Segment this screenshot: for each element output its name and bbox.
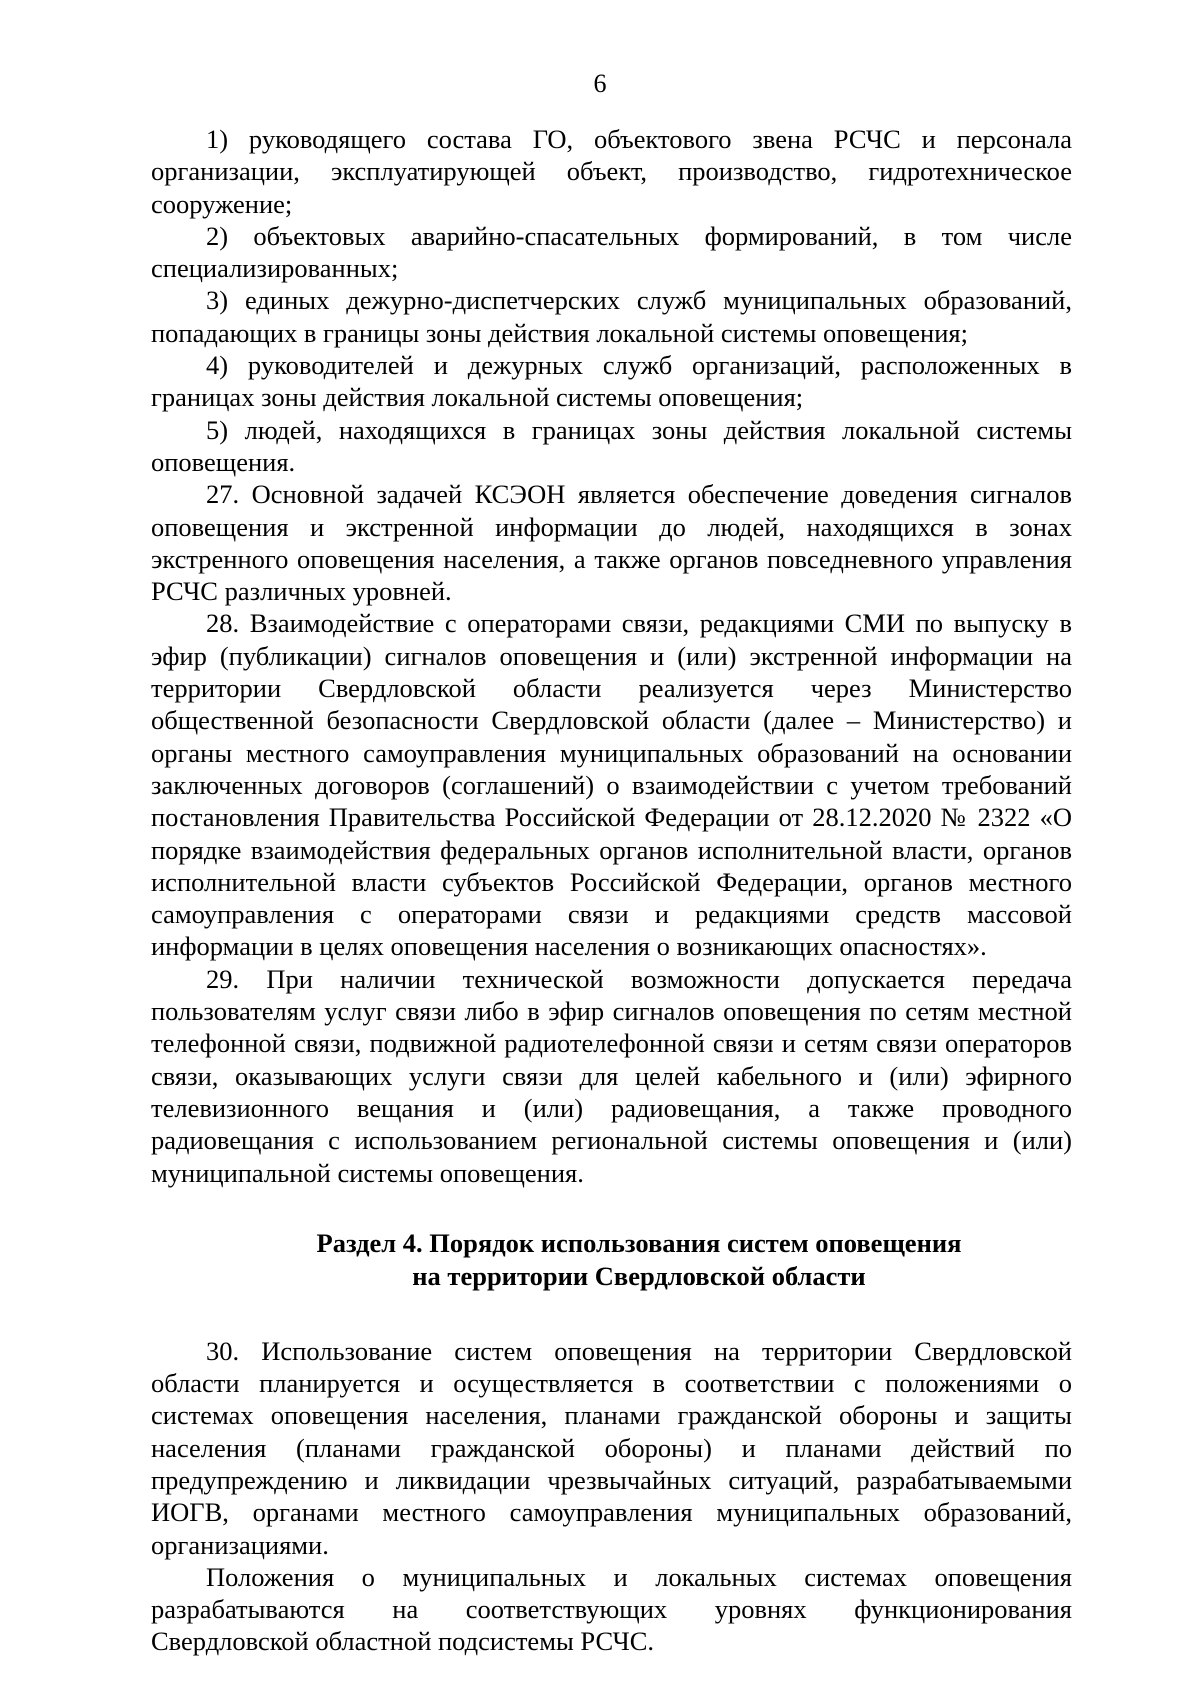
paragraph-27: 27. Основной задачей КСЭОН является обеспечение доведения сигналов оповещения и экстренной информации до людей, находящихся в зонах экстренного оповещения населения, а также органов повседневного управления РСЧС различных уровней. xyxy=(151,479,1072,607)
paragraph-item-5: 5) людей, находящихся в границах зоны действия локальной системы оповещения. xyxy=(151,414,1072,477)
paragraph-item-3: 3) единых дежурно-диспетчерских служб муниципальных образований, попадающих в границы зоны действия локальной системы оповещения; xyxy=(151,285,1072,348)
paragraph-30: 30. Использование систем оповещения на территории Свердловской области планируется и осуществляется в соответствии с положениями о системах оповещения населения, планами гражданской обороны и защиты населения (планами гражданской обороны) и планами действий по предупреждению и ликвидации чрезвычайных ситуаций, разрабатываемыми ИОГВ, органами местного самоуправления муниципальных образований, организациями. xyxy=(151,1335,1072,1560)
paragraph-29: 29. При наличии технической возможности допускается передача пользователям услуг связи либо в эфир сигналов оповещения по сетям местной телефонной связи, подвижной радиотелефонной связи и сетям связи операторов связи, оказывающих услуги связи для целей кабельного и (или) эфирного телевизионного вещания и (или) радиовещания, а также проводного радиовещания с использованием региональной системы оповещения и (или) муниципальной системы оповещения. xyxy=(151,963,1072,1188)
paragraph-30-continuation: Положения о муниципальных и локальных системах оповещения разрабатываются на соответствующих уровнях функционирования Свердловской областной подсистемы РСЧС. xyxy=(151,1561,1072,1657)
section-heading xyxy=(151,1227,1072,1293)
paragraph-item-1: 1) руководящего состава ГО, объектового звена РСЧС и персонала организации, эксплуатирующей объект, производство, гидротехническое сооружение; xyxy=(151,124,1072,219)
section-heading-line-2: на территории Свердловской области xyxy=(412,1260,866,1291)
section-heading-line-1: Раздел 4. Порядок использования систем оповещения xyxy=(316,1227,962,1258)
page-number: 6 xyxy=(593,69,607,98)
paragraph-28: 28. Взаимодействие с операторами связи, редакциями СМИ по выпуску в эфир (публикации) сигналов оповещения и (или) экстренной информации на территории Свердловской области реализуется через Министерство общественной безопасности Свердловской области (далее – Министерство) и органы местного самоуправления муниципальных образований на основании заключенных договоров (соглашений) о взаимодействии с учетом требований постановления Правительства Российской Федерации от 28.12.2020 № 2322 «О порядке взаимодействия федеральных органов исполнительной власти, органов исполнительной власти субъектов Российской Федерации, органов местного самоуправления с операторами связи и редакциями средств массовой информации в целях оповещения населения о возникающих опасностях». xyxy=(151,608,1072,962)
paragraph-item-2: 2) объектовых аварийно-спасательных формирований, в том числе специализированных; xyxy=(151,220,1072,284)
document-body xyxy=(151,123,1072,1658)
paragraph-item-4: 4) руководителей и дежурных служб организаций, расположенных в границах зоны действия локальной системы оповещения; xyxy=(151,350,1072,413)
